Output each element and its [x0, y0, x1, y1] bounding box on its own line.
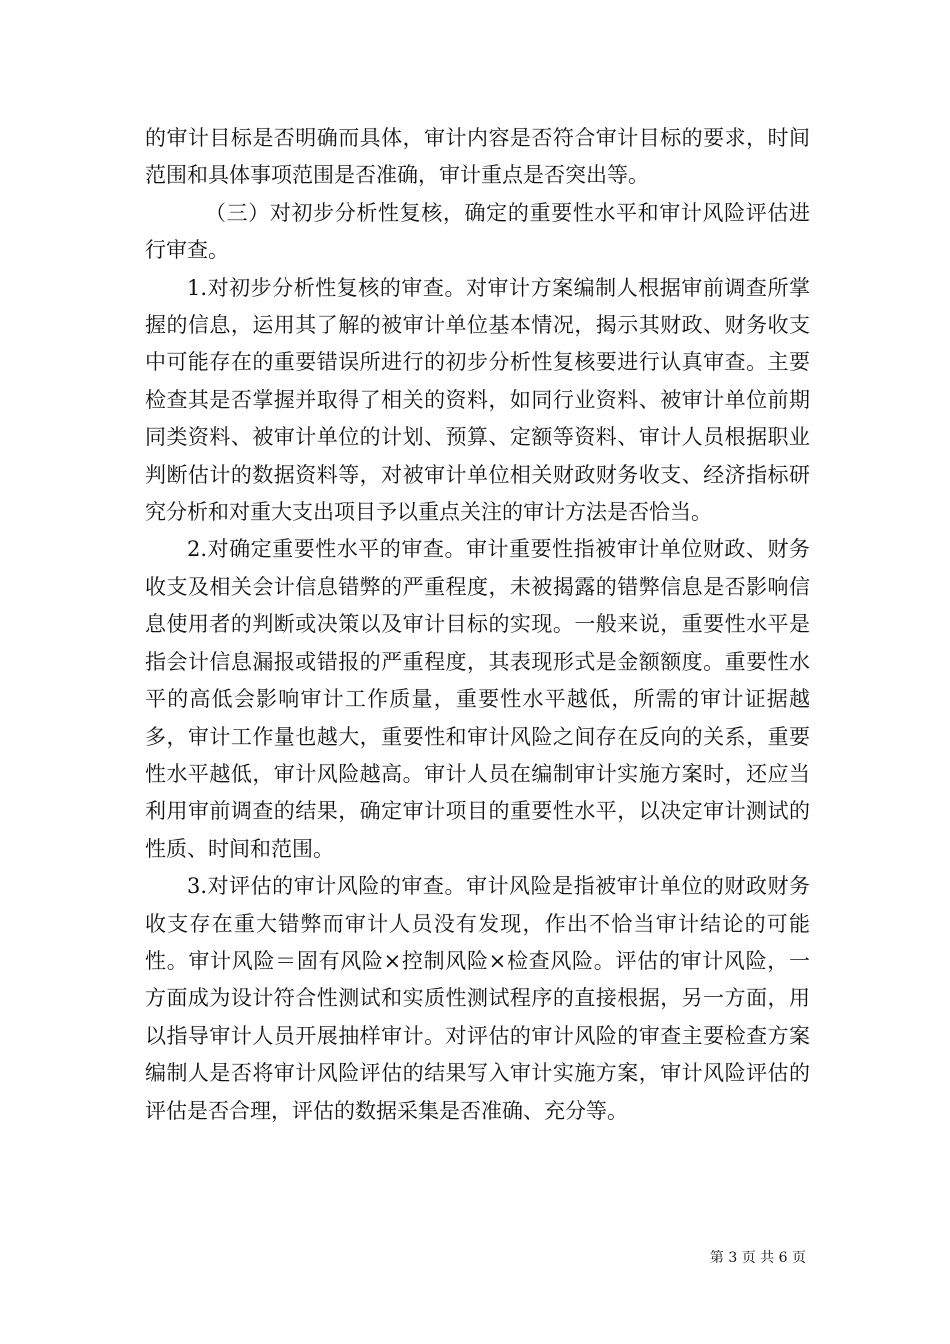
- paragraph-item-3: 3.对评估的审计风险的审查。审计风险是指被审计单位的财政财务收支存在重大错弊而审计人员没有发现，作出不恰当审计结论的可能性。审计风险＝固有风险×控制风险×检查风险。评估的审计风险，一方面成为设计符合性测试和实质性测试程序的直接根据，另一方面，用以指导审计人员开展抽样审计。对评估的审计风险的审查主要检查方案编制人是否将审计风险评估的结果写入审计实施方案，审计风险评估的评估是否合理，评估的数据采集是否准确、充分等。: [145, 874, 810, 1123]
- document-body: [145, 120, 810, 1130]
- paragraph-continuation: 的审计目标是否明确而具体，审计内容是否符合审计目标的要求，时间范围和具体事项范围是否准确，审计重点是否突出等。: [145, 126, 810, 188]
- paragraph-item-2: 2.对确定重要性水平的审查。审计重要性指被审计单位财政、财务收支及相关会计信息错弊的严重程度，未被揭露的错弊信息是否影响信息使用者的判断或决策以及审计目标的实现。一般来说，重要性水平是指会计信息漏报或错报的严重程度，其表现形式是金额额度。重要性水平的高低会影响审计工作质量，重要性水平越低，所需的审计证据越多，审计工作量也越大，重要性和审计风险之间存在反向的关系，重要性水平越低，审计风险越高。审计人员在编制审计实施方案时，还应当利用审前调查的结果，确定审计项目的重要性水平，以决定审计测试的性质、时间和范围。: [145, 537, 810, 861]
- paragraph-item-1: 1.对初步分析性复核的审查。对审计方案编制人根据审前调查所掌握的信息，运用其了解的被审计单位基本情况，揭示其财政、财务收支中可能存在的重要错误所进行的初步分析性复核要进行认真审查。主要检查其是否掌握并取得了相关的资料，如同行业资料、被审计单位前期同类资料、被审计单位的计划、预算、定额等资料、审计人员根据职业判断估计的数据资料等，对被审计单位相关财政财务收支、经济指标研究分析和对重大支出项目予以重点关注的审计方法是否恰当。: [145, 275, 810, 525]
- page-number-footer: 第 3 页 共 6 页: [709, 1250, 806, 1266]
- section-heading-three: （三）对初步分析性复核，确定的重要性水平和审计风险评估进行审查。: [145, 200, 810, 263]
